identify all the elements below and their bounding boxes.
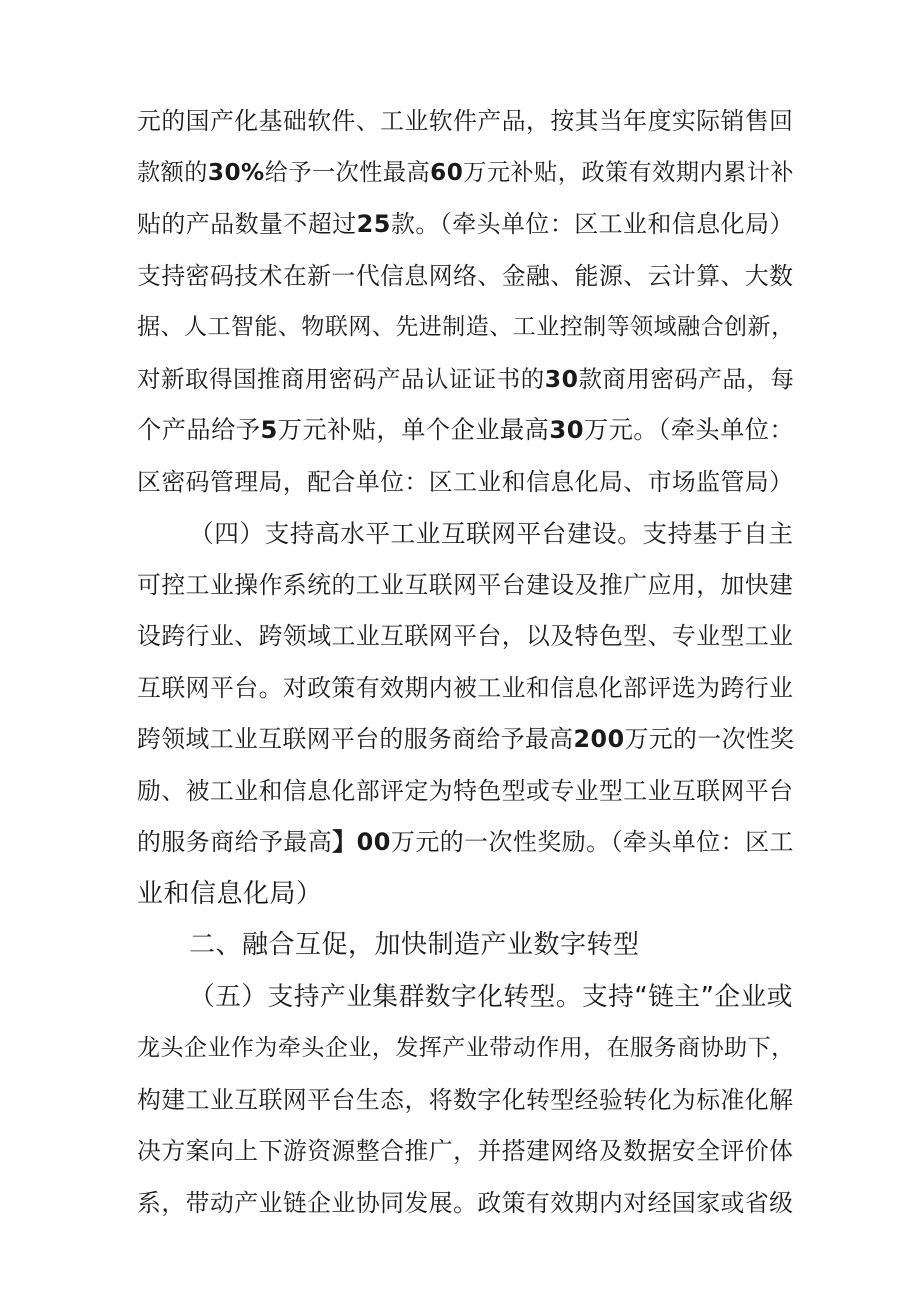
text-line: 跨领域工业互联网平台的服务商给予最高200万元的一次性奖 [137,725,795,753]
text-line: 业和信息化局） [137,878,323,909]
text-line: 构建工业互联网平台生态，将数字化转型经验转化为标准化解 [137,1085,794,1114]
text-line: 贴的产品数量不超过25款。（牵头单位：区工业和信息化局） [137,210,794,238]
text-line: 决方案向上下游资源整合推广，并搭建网络及数据安全评价体 [137,1137,794,1165]
text-line: 设跨行业、跨领域工业互联网平台，以及特色型、专业型工业 [137,622,794,650]
chapter-heading-2: 二、融合互促，加快制造产业数字转型 [189,930,640,960]
text-line: 对新取得国推商用密码产品认证证书的30款商用密码产品，每 [137,364,795,393]
text-line: 款额的30%给予一次性最高60万元补贴，政策有效期内累计补 [137,159,795,186]
text-line: 个产品给予5万元补贴，单个企业最高30万元。（牵头单位： [137,416,795,444]
text-line: 可控工业操作系统的工业互联网平台建设及推广应用，加快建 [137,570,794,599]
text-line: 的服务商给予最高】00万元的一次性奖励。（牵头单位：区工 [137,828,794,856]
text-line: 励、被工业和信息化部评定为特色型或专业型工业互联网平台 [137,776,794,805]
text-line: 区密码管理局，配合单位：区工业和信息化局、市场监管局） [137,467,794,496]
body-text [137,96,793,1229]
text-line: 系，带动产业链企业协同发展。政策有效期内对经国家或省级 [137,1188,794,1217]
text-line: 龙头企业作为牵头企业，发挥产业带动作用，在服务商协助下， [137,1035,795,1061]
text-line: 据、人工智能、物联网、先进制造、工业控制等领域融合创新， [137,314,795,340]
text-line: 支持密码技术在新一代信息网络、金融、能源、云计算、大数 [137,261,794,290]
text-line: 元的国产化基础软件、工业软件产品，按其当年度实际销售回 [137,107,794,135]
text-line: 互联网平台。对政策有效期内被工业和信息化部评选为跨行业 [137,673,794,702]
section-heading-4: （四）支持高水平工业互联网平台建设。支持基于自主 [189,519,794,548]
section-heading-5: （五）支持产业集群数字化转型。支持“链主”企业或 [189,981,793,1012]
